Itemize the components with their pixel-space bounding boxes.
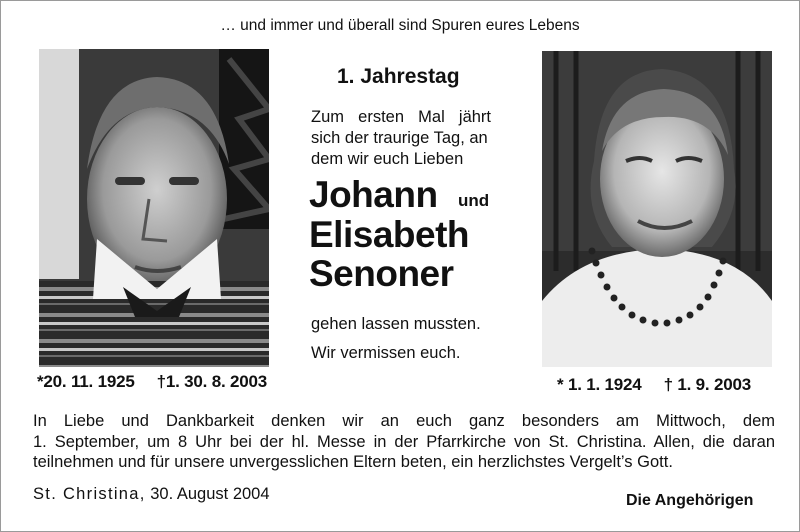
paragraph-line: In Liebe und Dankbarkeit denken wir an euch ganz besonders am Mittwoch, dem (33, 412, 775, 430)
birth-date-johann: *20. 11. 1925 (37, 372, 135, 391)
dates-elisabeth (557, 375, 751, 395)
name-connector: und (458, 191, 490, 210)
motto-line: … und immer und überall sind Spuren eures Lebens (220, 17, 580, 34)
place-date (33, 485, 270, 504)
portrait-photo-woman (542, 51, 772, 367)
paragraph-line: teilnehmen und für unsere unvergesslichen Eltern beten, ein herzlichstes Vergelt’s Gott. (33, 453, 673, 471)
surname: Senoner (309, 253, 454, 294)
death-date-johann: †1. 30. 8. 2003 (156, 372, 268, 391)
farewell-line: gehen lassen mussten. (311, 315, 481, 333)
intro-line: sich der traurige Tag, an (311, 129, 488, 147)
intro-line: dem wir euch Lieben (311, 150, 464, 168)
anniversary-heading: 1. Jahrestag (337, 65, 460, 88)
notice-date: 30. August 2004 (150, 485, 270, 503)
paragraph-line: 1. September, um 8 Uhr bei der hl. Messe in der Pfarrkirche von St. Christina. Allen, die daran (33, 432, 775, 451)
place-name: St. Christina, (33, 485, 146, 503)
death-date-elisabeth: † 1. 9. 2003 (663, 375, 751, 394)
portrait-photo-man (39, 49, 269, 367)
man-portrait-image (39, 49, 269, 367)
invitation-paragraph (33, 411, 775, 473)
miss-line: Wir vermissen euch. (311, 344, 461, 362)
woman-portrait-image (542, 51, 772, 367)
dates-johann (37, 372, 267, 392)
name-johann: Johann (309, 174, 438, 215)
signature: Die Angehörigen (626, 492, 754, 509)
name-elisabeth: Elisabeth (309, 214, 469, 255)
birth-date-elisabeth: * 1. 1. 1924 (557, 375, 642, 394)
intro-text (311, 107, 491, 170)
intro-line: Zum ersten Mal jährt (311, 108, 491, 126)
